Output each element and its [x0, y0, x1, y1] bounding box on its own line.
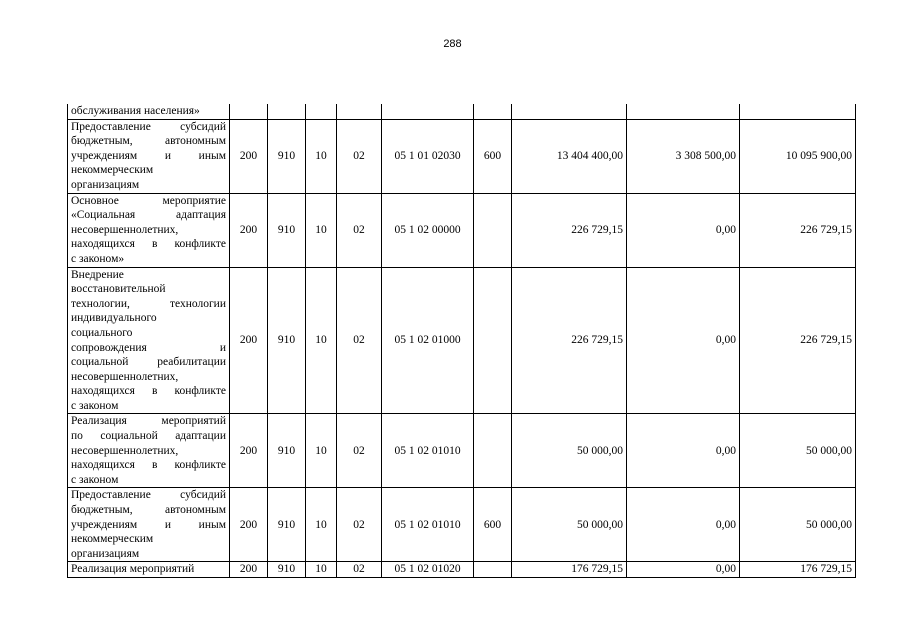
- cell-section: 10: [306, 267, 337, 414]
- cell-admin-code: 200: [230, 562, 268, 578]
- cell-subsection: 02: [337, 119, 382, 193]
- cell-admin-code: 200: [230, 414, 268, 488]
- cell-amount-1: 13 404 400,00: [512, 119, 627, 193]
- table-row: [68, 119, 856, 193]
- cell-target-article: 05 1 02 01010: [382, 488, 474, 562]
- table-row: [68, 104, 856, 119]
- cell-name-line: с законом»: [71, 252, 125, 265]
- cell-name-line: обслуживания населения»: [71, 105, 200, 117]
- cell-amount-3: [740, 104, 856, 119]
- cell-name-line: социальной реабилитации: [71, 356, 226, 369]
- cell-target-article: 05 1 02 01020: [382, 562, 474, 578]
- cell-amount-2: [627, 104, 740, 119]
- cell-name-line: с законом: [71, 473, 119, 486]
- cell-expense-type: [474, 267, 512, 414]
- cell-amount-1: 226 729,15: [512, 193, 627, 267]
- cell-name-line: некоммерческим: [71, 164, 154, 177]
- cell-name-line: несовершеннолетних,: [71, 370, 179, 383]
- cell-subsection: 02: [337, 562, 382, 578]
- cell-amount-3: 50 000,00: [740, 488, 856, 562]
- cell-amount-2: 3 308 500,00: [627, 119, 740, 193]
- cell-amount-1: 50 000,00: [512, 488, 627, 562]
- cell-amount-2: 0,00: [627, 193, 740, 267]
- cell-subsection: 02: [337, 414, 382, 488]
- cell-name-line: несовершеннолетних,: [71, 223, 179, 236]
- cell-subsection: 02: [337, 267, 382, 414]
- cell-name: [68, 193, 230, 267]
- cell-target-article: 05 1 02 01010: [382, 414, 474, 488]
- table-row: [68, 193, 856, 267]
- cell-amount-2: 0,00: [627, 488, 740, 562]
- cell-expense-type: [474, 562, 512, 578]
- cell-name-line: находящихся в конфликте: [71, 238, 226, 251]
- cell-amount-3: 176 729,15: [740, 562, 856, 578]
- cell-name: [68, 562, 230, 578]
- cell-target-article: 05 1 02 00000: [382, 193, 474, 267]
- cell-admin-code: 200: [230, 119, 268, 193]
- cell-admin-code: [230, 104, 268, 119]
- cell-name-line: восстановительной: [71, 283, 166, 296]
- cell-name-line: организациям: [71, 178, 140, 191]
- table-row: [68, 414, 856, 488]
- cell-expense-type: 600: [474, 488, 512, 562]
- cell-amount-2: 0,00: [627, 267, 740, 414]
- cell-amount-3: 226 729,15: [740, 267, 856, 414]
- cell-ministry-code: 910: [268, 414, 306, 488]
- cell-expense-type: [474, 193, 512, 267]
- budget-table: [67, 104, 856, 578]
- cell-name-line: находящихся в конфликте: [71, 385, 226, 398]
- cell-amount-1: [512, 104, 627, 119]
- cell-section: 10: [306, 562, 337, 578]
- cell-name-line: организациям: [71, 547, 140, 560]
- cell-name-line: Предоставление субсидий: [71, 489, 226, 502]
- page-number: 288: [443, 38, 462, 50]
- cell-name-line: Предоставление субсидий: [71, 120, 226, 133]
- cell-ministry-code: 910: [268, 193, 306, 267]
- table-row: [68, 562, 856, 578]
- cell-ministry-code: [268, 104, 306, 119]
- cell-subsection: 02: [337, 193, 382, 267]
- cell-target-article: [382, 104, 474, 119]
- cell-name-line: социального: [71, 326, 133, 339]
- cell-name-line: «Социальная адаптация: [71, 209, 226, 222]
- cell-admin-code: 200: [230, 193, 268, 267]
- cell-name-line: технологии, технологии: [71, 297, 226, 310]
- cell-name-line: индивидуального: [71, 312, 157, 325]
- cell-admin-code: 200: [230, 488, 268, 562]
- cell-amount-3: 10 095 900,00: [740, 119, 856, 193]
- cell-amount-3: 50 000,00: [740, 414, 856, 488]
- table-row: [68, 488, 856, 562]
- cell-ministry-code: 910: [268, 267, 306, 414]
- cell-expense-type: [474, 414, 512, 488]
- cell-name-line: Внедрение: [71, 268, 124, 281]
- cell-name: [68, 414, 230, 488]
- cell-name-line: некоммерческим: [71, 533, 154, 546]
- cell-name-line: находящихся в конфликте: [71, 459, 226, 472]
- cell-name-line: учреждениям и иным: [71, 149, 226, 162]
- table-row: [68, 267, 856, 414]
- cell-amount-1: 226 729,15: [512, 267, 627, 414]
- cell-amount-3: 226 729,15: [740, 193, 856, 267]
- cell-name-line: Основное мероприятие: [71, 194, 226, 207]
- cell-section: 10: [306, 414, 337, 488]
- cell-subsection: [337, 104, 382, 119]
- cell-ministry-code: 910: [268, 562, 306, 578]
- cell-amount-1: 176 729,15: [512, 562, 627, 578]
- cell-amount-1: 50 000,00: [512, 414, 627, 488]
- cell-ministry-code: 910: [268, 119, 306, 193]
- cell-name: [68, 119, 230, 193]
- cell-amount-2: 0,00: [627, 562, 740, 578]
- cell-target-article: 05 1 02 01000: [382, 267, 474, 414]
- cell-name: [68, 488, 230, 562]
- cell-name-line: сопровождения и: [71, 341, 226, 354]
- cell-name-line: Реализация мероприятий: [71, 563, 195, 576]
- cell-expense-type: 600: [474, 119, 512, 193]
- cell-expense-type: [474, 104, 512, 119]
- cell-section: 10: [306, 193, 337, 267]
- cell-name: [68, 267, 230, 414]
- cell-name-line: с законом: [71, 399, 119, 412]
- cell-ministry-code: 910: [268, 488, 306, 562]
- cell-name-line: несовершеннолетних,: [71, 444, 179, 457]
- cell-name-line: бюджетным, автономным: [71, 504, 226, 517]
- cell-section: 10: [306, 119, 337, 193]
- cell-subsection: 02: [337, 488, 382, 562]
- cell-name: [68, 104, 230, 119]
- cell-amount-2: 0,00: [627, 414, 740, 488]
- cell-name-line: Реализация мероприятий: [71, 415, 226, 428]
- cell-name-line: учреждениям и иным: [71, 518, 226, 531]
- cell-admin-code: 200: [230, 267, 268, 414]
- cell-target-article: 05 1 01 02030: [382, 119, 474, 193]
- cell-name-line: бюджетным, автономным: [71, 135, 226, 148]
- table-body: [68, 104, 856, 578]
- cell-section: 10: [306, 488, 337, 562]
- cell-name-line: по социальной адаптации: [71, 430, 226, 443]
- cell-section: [306, 104, 337, 119]
